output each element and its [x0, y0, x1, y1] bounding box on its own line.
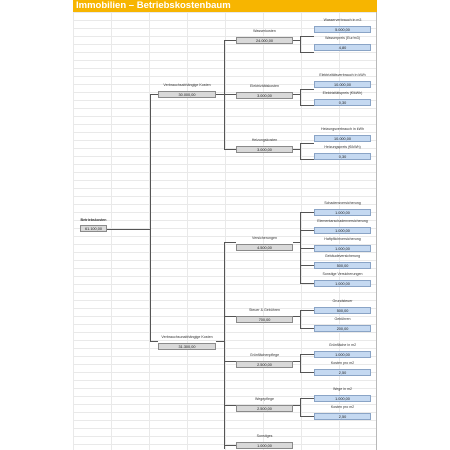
variable-costs-cell[interactable]: 30.000,00 — [158, 91, 216, 98]
connector — [150, 94, 151, 341]
connector — [300, 248, 314, 249]
fees-label: Gebühren — [334, 317, 351, 321]
water-price-label: Wasserpreis (Eur/m3) — [325, 36, 360, 40]
water-consumption-input[interactable]: 5.000,00 — [314, 26, 371, 33]
other-label: Sonstiges — [256, 434, 273, 438]
fixed-costs-cell[interactable]: 31.300,00 — [158, 343, 216, 350]
connector — [216, 341, 224, 342]
connector — [107, 229, 150, 230]
connector — [300, 159, 314, 160]
connector — [300, 354, 301, 372]
connector — [224, 316, 236, 317]
connector — [293, 361, 300, 362]
water-costs-label: Wasserkosten — [253, 29, 276, 33]
heating-consumption-input[interactable]: 10.000,00 — [314, 135, 371, 142]
connector — [224, 361, 236, 362]
connector — [224, 40, 236, 41]
insurance-item-input[interactable]: 500,00 — [314, 262, 371, 269]
insurance-item-label: Schadensversicherung — [324, 201, 361, 205]
green-area-input[interactable]: 1.000,00 — [314, 351, 371, 358]
water-price-input[interactable]: 4,80 — [314, 44, 371, 51]
connector — [300, 398, 301, 416]
heating-costs-label: Heizungskosten — [251, 138, 278, 142]
connector — [224, 242, 225, 449]
electricity-consumption-label: Elektrizitätsverbrauch in kWh — [319, 73, 366, 77]
connector — [300, 398, 314, 399]
green-cost-input[interactable]: 2,50 — [314, 369, 371, 376]
connector — [150, 341, 158, 342]
path-maintenance-label: Wegepflege — [254, 397, 275, 401]
insurance-item-label: Elementarschadenversicherung — [317, 219, 368, 223]
connector — [300, 89, 314, 90]
sheet-right-edge — [376, 12, 377, 450]
green-maintenance-label: Grünflächenpflege — [249, 353, 280, 357]
insurance-item-label: Gebäudeversicherung — [324, 254, 361, 258]
heating-consumption-label: Heizungsverbrauch in kWh — [321, 127, 364, 131]
connector — [300, 36, 301, 52]
heating-price-input[interactable]: 0,30 — [314, 153, 371, 160]
variable-costs-label: Verbrauchsabhängige Kosten — [163, 83, 211, 87]
page-title: Immobilien – Betriebskostenbaum — [73, 0, 377, 12]
connector — [300, 105, 314, 106]
heating-price-label: Heizungspreis (€/kWh) — [324, 145, 361, 149]
electricity-price-input[interactable]: 0,30 — [314, 99, 371, 106]
insurance-item-input[interactable]: 1.000,00 — [314, 245, 371, 252]
root-value-cell[interactable]: 61.100,00 — [80, 225, 107, 232]
connector — [293, 242, 300, 243]
connector — [293, 40, 300, 41]
path-cost-label: Kosten pro m2 — [330, 405, 355, 409]
connector — [300, 143, 314, 144]
insurance-item-input[interactable]: 1.000,00 — [314, 280, 371, 287]
connector — [224, 94, 236, 95]
connector — [300, 52, 314, 53]
connector — [300, 230, 314, 231]
connector — [224, 445, 236, 446]
property-tax-label: Grundsteuer — [332, 299, 353, 303]
taxes-fees-label: Steuer & Gebühren — [249, 308, 280, 312]
taxes-fees-cell[interactable]: 700,00 — [236, 316, 293, 323]
connector — [293, 316, 300, 317]
water-costs-cell[interactable]: 24.000,00 — [236, 37, 293, 44]
electricity-price-label: Elektrizitätspreis (€/kWh) — [322, 91, 363, 95]
connector — [300, 283, 314, 284]
fees-input[interactable]: 200,00 — [314, 325, 371, 332]
insurance-item-label: Haftpflichtversicherung — [324, 237, 361, 241]
connector — [300, 143, 301, 159]
connector — [293, 405, 300, 406]
root-label: Betriebskosten — [80, 218, 107, 222]
insurance-item-input[interactable]: 1.000,00 — [314, 209, 371, 216]
electricity-costs-label: Elektrizitätskosten — [250, 84, 279, 88]
connector — [300, 372, 314, 373]
path-cost-input[interactable]: 2,50 — [314, 413, 371, 420]
electricity-costs-cell[interactable]: 3.000,00 — [236, 92, 293, 99]
insurance-label: Versicherungen — [252, 236, 277, 240]
connector — [150, 94, 158, 95]
connector — [293, 94, 300, 95]
connector — [224, 405, 236, 406]
green-cost-label: Kosten pro m2 — [330, 361, 355, 365]
connector — [293, 149, 300, 150]
connector — [300, 265, 314, 266]
path-area-input[interactable]: 1.000,00 — [314, 395, 371, 402]
connector — [300, 328, 314, 329]
fixed-costs-label: Verbrauchsunabhängige Kosten — [161, 335, 213, 339]
connector — [300, 212, 314, 213]
connector — [216, 94, 224, 95]
insurance-item-label: Sonstige Versicherungen — [322, 272, 363, 276]
water-consumption-label: Wasserverbrauch in m3 — [323, 18, 362, 22]
connector — [224, 149, 236, 150]
electricity-consumption-input[interactable]: 10.000,00 — [314, 81, 371, 88]
connector — [300, 354, 314, 355]
green-area-label: Grünfläche in m2 — [328, 343, 357, 347]
connector — [300, 416, 314, 417]
insurance-item-input[interactable]: 1.000,00 — [314, 227, 371, 234]
connector — [300, 310, 314, 311]
heating-costs-cell[interactable]: 3.000,00 — [236, 146, 293, 153]
connector — [300, 89, 301, 105]
property-tax-input[interactable]: 500,00 — [314, 307, 371, 314]
insurance-cell[interactable]: 4.500,00 — [236, 244, 293, 251]
path-area-label: Wege in m2 — [332, 387, 353, 391]
connector — [300, 36, 314, 37]
connector — [300, 310, 301, 328]
path-maintenance-cell[interactable]: 2.500,00 — [236, 405, 293, 412]
other-cell[interactable]: 1.000,00 — [236, 442, 293, 449]
green-maintenance-cell[interactable]: 2.500,00 — [236, 361, 293, 368]
connector — [224, 242, 236, 243]
